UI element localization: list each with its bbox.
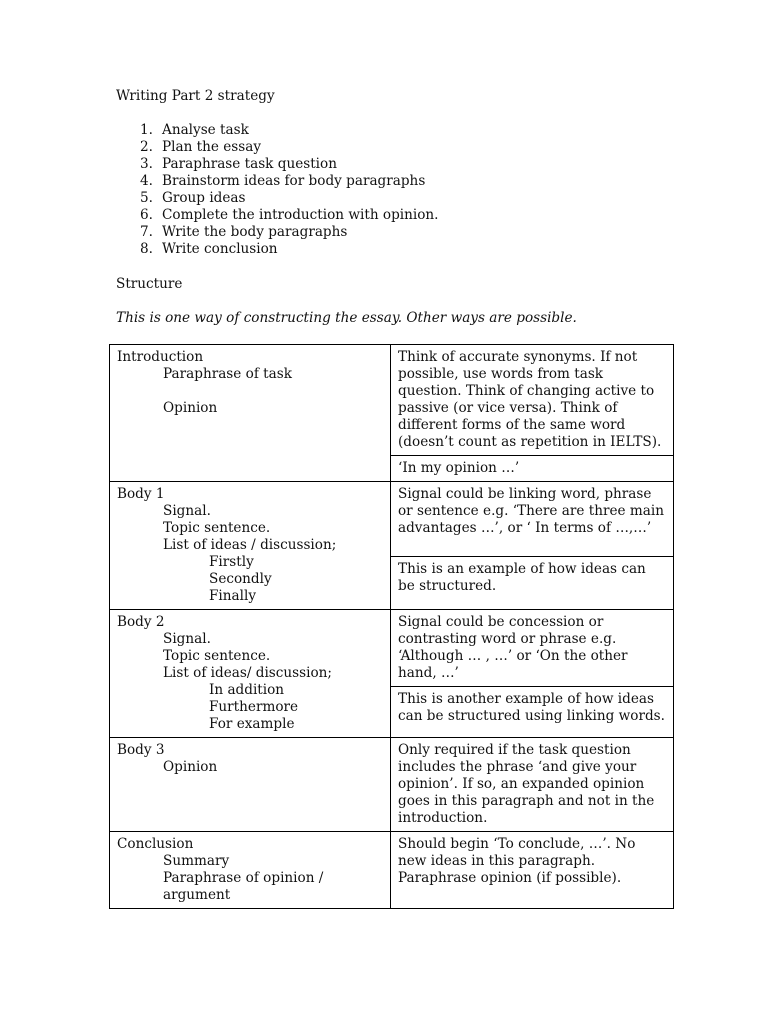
section-subitem: Finally <box>209 588 257 604</box>
table-cell-note: Should begin ‘To conclude, …’. No new ideas in this paragraph. <box>398 836 636 869</box>
list-item-number: 6. <box>140 207 153 223</box>
table-cell-note: Signal could be concession or contrasting word or phrase e.g. ‘Although … , …’ or ‘On the other hand, …’ <box>391 610 674 687</box>
section-item: Paraphrase of task <box>163 366 292 382</box>
table-cell-note: ‘In my opinion …’ <box>391 456 674 482</box>
essay-structure-table <box>109 344 674 909</box>
section-item: Paraphrase of opinion / argument <box>163 870 324 903</box>
section-item: List of ideas / discussion; <box>163 537 337 553</box>
table-cell-note: Think of accurate synonyms. If not possible, use words from task question. Think of changing active to passive (or vice versa). Think of different forms of the same word (doesn’t count as repetition in IELTS). <box>391 345 674 456</box>
structure-note: This is one way of constructing the essay. Other ways are possible. <box>116 310 577 326</box>
list-item <box>116 224 439 241</box>
structure-heading: Structure <box>116 276 183 292</box>
section-heading: Introduction <box>117 349 204 365</box>
table-cell-note: Only required if the task question includes the phrase ‘and give your opinion’. If so, an expanded opinion goes in this paragraph and not in the introduction. <box>391 738 674 832</box>
table-cell-note: This is an example of how ideas can be structured. <box>391 557 674 610</box>
list-item-text: Write conclusion <box>162 241 278 257</box>
list-item-text: Analyse task <box>162 122 249 138</box>
table-row-introduction <box>110 345 674 456</box>
strategy-steps-list <box>116 122 439 258</box>
list-item-text: Write the body paragraphs <box>162 224 348 240</box>
list-item-number: 8. <box>140 241 153 257</box>
list-item <box>116 173 439 190</box>
section-item: Signal. <box>163 503 211 519</box>
list-item-text: Complete the introduction with opinion. <box>162 207 439 223</box>
section-item: Opinion <box>163 400 218 416</box>
section-heading: Body 3 <box>117 742 165 758</box>
list-item <box>116 207 439 224</box>
table-cell-note: Paraphrase opinion (if possible). <box>398 870 622 886</box>
section-subitem: For example <box>209 716 295 732</box>
table-cell-introduction <box>110 345 391 482</box>
list-item <box>116 241 439 258</box>
list-item-number: 4. <box>140 173 153 189</box>
table-cell-body3 <box>110 738 391 832</box>
list-item <box>116 156 439 173</box>
section-item: Summary <box>163 853 230 869</box>
table-cell-body2 <box>110 610 391 738</box>
section-item: Topic sentence. <box>163 520 271 536</box>
list-item-text: Brainstorm ideas for body paragraphs <box>162 173 426 189</box>
list-item-text: Plan the essay <box>162 139 262 155</box>
blank-line <box>117 383 383 400</box>
list-item <box>116 190 439 207</box>
section-subitem: In addition <box>209 682 285 698</box>
table-cell-note: This is another example of how ideas can be structured using linking words. <box>391 687 674 738</box>
table-cell-conclusion <box>110 832 391 909</box>
list-item-text: Paraphrase task question <box>162 156 337 172</box>
table-cell-conclusion-notes <box>391 832 674 909</box>
list-item-number: 5. <box>140 190 153 206</box>
section-item: Opinion <box>163 759 218 775</box>
table-row-body1 <box>110 482 674 557</box>
section-item: Topic sentence. <box>163 648 271 664</box>
list-item-number: 3. <box>140 156 153 172</box>
table-row-body2 <box>110 610 674 687</box>
section-subitem: Firstly <box>209 554 254 570</box>
section-item: Signal. <box>163 631 211 647</box>
table-row-conclusion <box>110 832 674 909</box>
section-item: List of ideas/ discussion; <box>163 665 332 681</box>
section-heading: Conclusion <box>117 836 194 852</box>
section-heading: Body 2 <box>117 614 165 630</box>
table-row-body3 <box>110 738 674 832</box>
list-item-number: 2. <box>140 139 153 155</box>
list-item-number: 1. <box>140 122 153 138</box>
document-title: Writing Part 2 strategy <box>116 88 275 104</box>
list-item-text: Group ideas <box>162 190 246 206</box>
section-subitem: Furthermore <box>209 699 299 715</box>
list-item <box>116 139 439 156</box>
section-heading: Body 1 <box>117 486 165 502</box>
table-cell-body1 <box>110 482 391 610</box>
list-item <box>116 122 439 139</box>
table-cell-note: Signal could be linking word, phrase or sentence e.g. ‘There are three main advantages …’, or ‘ In terms of …,…’ <box>391 482 674 557</box>
list-item-number: 7. <box>140 224 153 240</box>
section-subitem: Secondly <box>209 571 272 587</box>
